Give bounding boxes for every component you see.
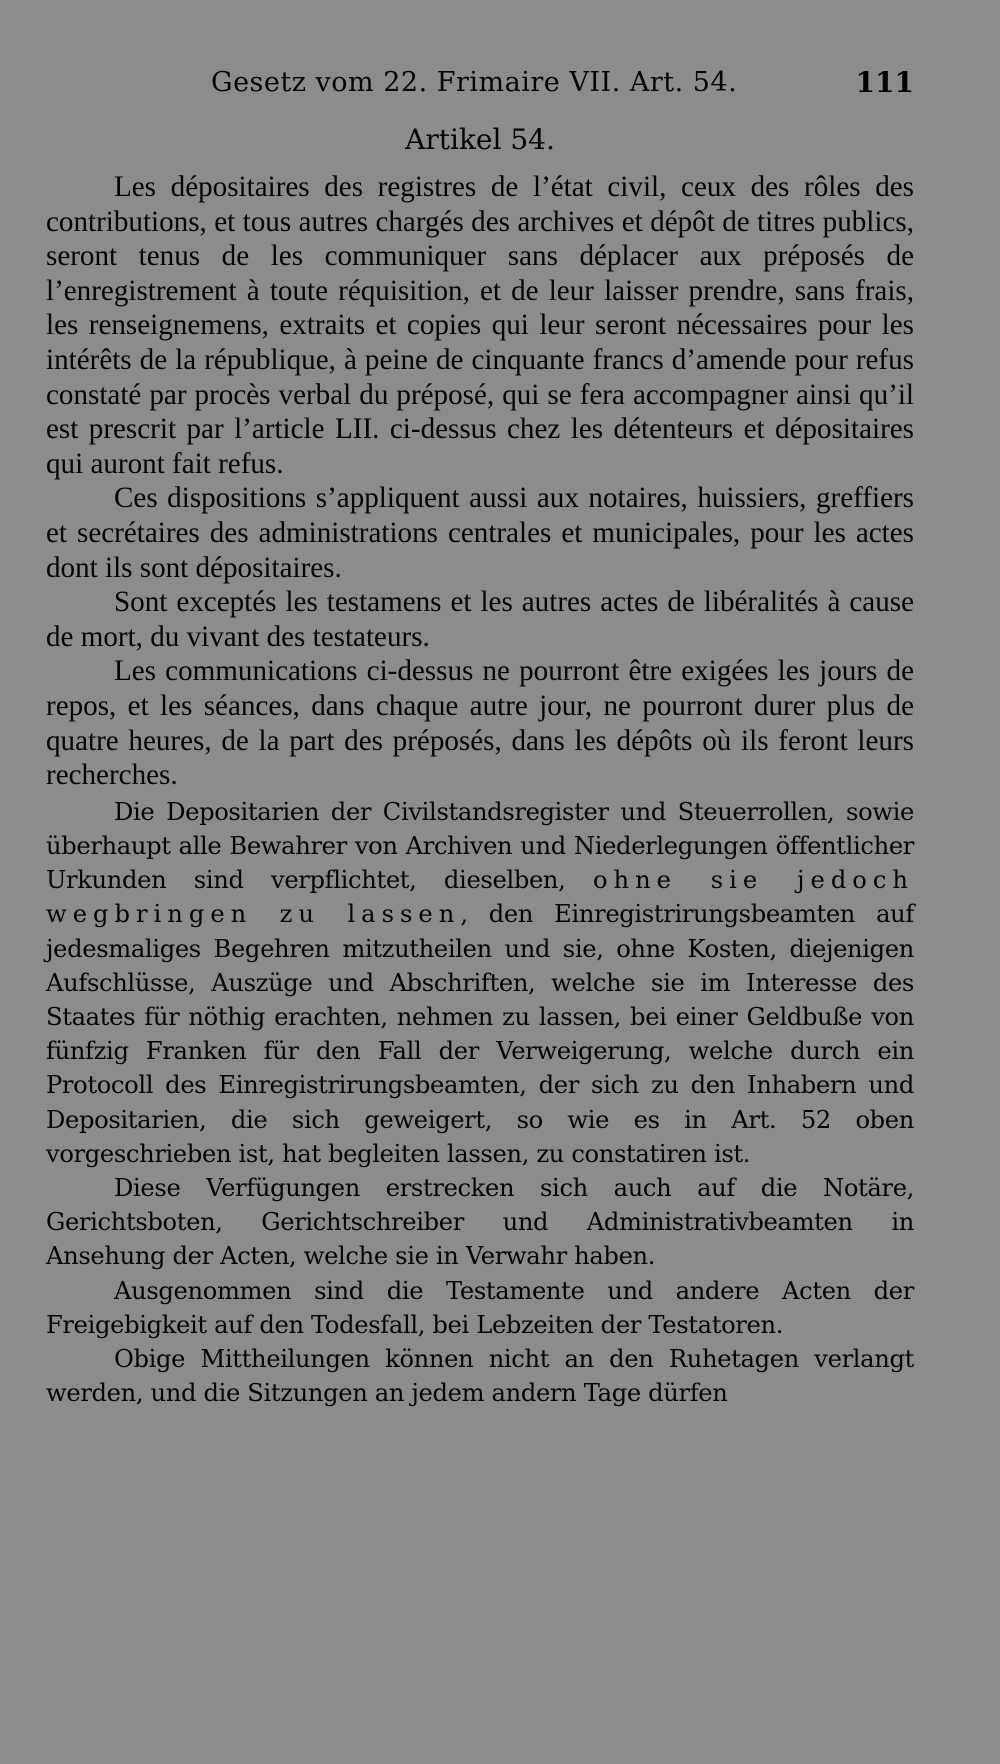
french-paragraph: Sont exceptés les testamens et les autres actes de libéralités à cause de mort, du vivant des testateurs. [46,586,914,653]
french-paragraph: Les dépositaires des registres de l’état civil, ceux des rôles des contributions, et tous autres chargés des archives et dépôt de titres publics, seront tenus de les communiquer sans déplacer aux préposés de l’enregistrement à toute réquisition, et de leur laisser prendre, sans frais, les renseignemens, extraits et copies qui leur seront nécessaires pour les intérêts de la république, à peine de cinquante francs d’amende pour refus constaté par procès verbal du préposé, qui se fera accompagner ainsi qu’il est prescrit par l’article LII. ci-dessus chez les détenteurs et dépositaires qui auront fait refus. [46,171,914,480]
german-text-segment: Die Depositarien der Civilstandsregister und Steuerrollen, sowie überhaupt alle Bewahrer von Archiven und Niederlegungen öffentlicher Urkunden sind verpflichtet, dieselben, [46,797,914,895]
german-paragraph [46,795,914,1171]
spaced-emphasis: ohne sie jedoch wegbringen zu lassen [46,866,914,929]
page-number: 111 [855,66,914,99]
german-paragraph: Ausgenommen sind die Testamente und andere Acten der Freigebigkeit auf den Todesfall, bei Lebzeiten der Testatoren. [46,1276,914,1339]
book-page [46,50,914,1750]
french-text [46,170,914,793]
article-heading: Artikel 54. [405,123,555,156]
german-paragraph: Obige Mittheilungen können nicht an den Ruhetagen verlangt werden, und die Sitzungen an jedem andern Tage dürfen [46,1344,914,1408]
french-paragraph: Ces dispositions s’appliquent aussi aux notaires, huissiers, greffiers et secrétaires des administrations centrales et municipales, pour les actes dont ils sont dépositaires. [46,482,914,584]
running-title: Gesetz vom 22. Frimaire VII. Art. 54. [211,67,738,98]
german-text-segment: , den Einregistrirungsbeamten auf jedesmaliges Begehren mitzutheilen und sie, ohne Kosten, diejenigen Aufschlüsse, Auszüge und Abschriften, welche sie im Interesse des Staates für nöthig erachten, nehmen zu lassen, bei einer Geldbuße von fünfzig Franken für den Fall der Verweigerung, welche durch ein Protocoll des Einregistrirungsbeamten, der sich zu den Inhabern und Depositarien, die sich geweigert, so wie es in Art. 52 oben vorgeschrieben ist, hat begleiten lassen, zu constatiren ist. [46,900,915,1168]
running-header [46,50,914,116]
german-text [46,795,914,1411]
french-paragraph: Les communications ci-dessus ne pourront être exigées les jours de repos, et les séances, dans chaque autre jour, ne pourront durer plus de quatre heures, de la part des préposés, dans les dépôts où ils feront leurs recherches. [46,655,914,792]
german-paragraph: Diese Verfügungen erstrecken sich auch auf die Notäre, Gerichtsboten, Gerichtschreiber und Administrativbeamten in Ansehung der Acten, welche sie in Verwahr haben. [46,1173,914,1271]
